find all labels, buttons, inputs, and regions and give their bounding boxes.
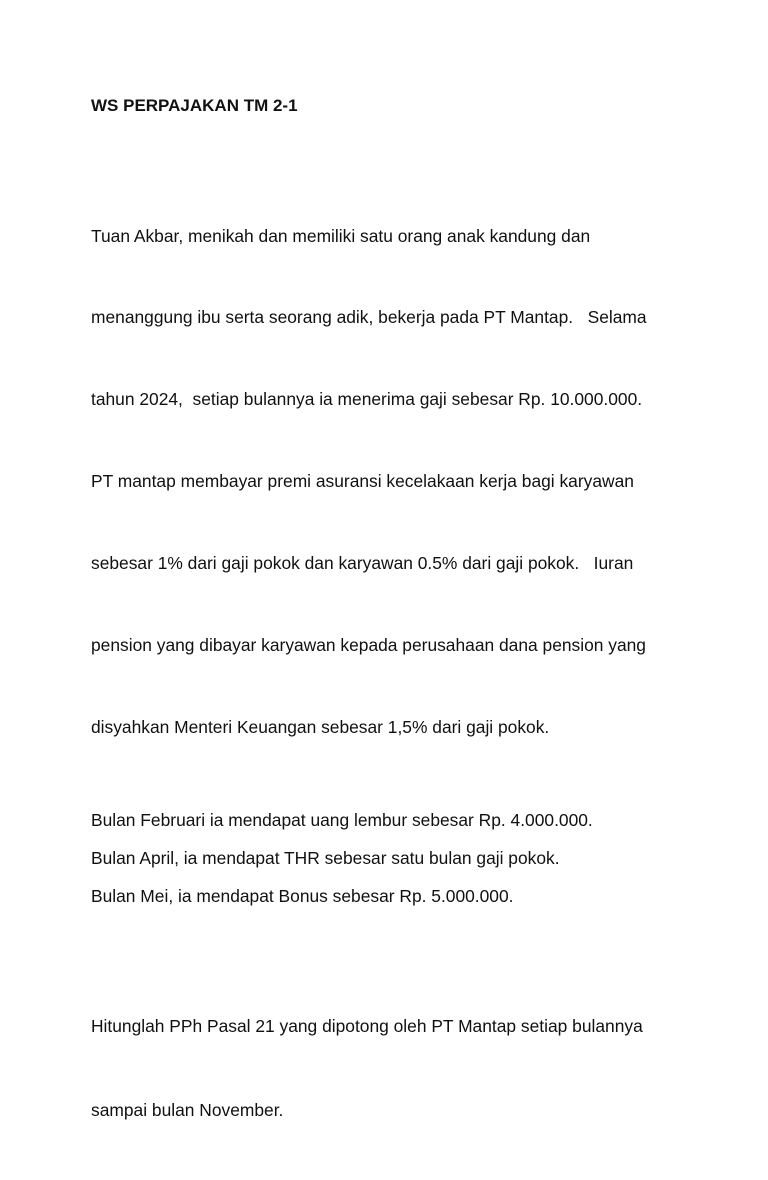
intro-line: menanggung ibu serta seorang adik, bekerja pada PT Mantap. Selama bbox=[91, 307, 647, 328]
document-title: WS PERPAJAKAN TM 2-1 bbox=[91, 96, 298, 115]
intro-line: sebesar 1% dari gaji pokok dan karyawan 0.5% dari gaji pokok. Iuran bbox=[91, 553, 634, 574]
intro-line: PT mantap membayar premi asuransi kecelakaan kerja bagi karyawan bbox=[91, 471, 634, 492]
may-paragraph: Bulan Mei, ia mendapat Bonus sebesar Rp. 5.000.000. bbox=[91, 885, 514, 906]
question-paragraph bbox=[91, 956, 691, 1180]
february-paragraph: Bulan Februari ia mendapat uang lembur sebesar Rp. 4.000.000. bbox=[91, 809, 593, 830]
question-line: sampai bulan November. bbox=[91, 1099, 284, 1120]
intro-line: Tuan Akbar, menikah dan memiliki satu orang anak kandung dan bbox=[91, 225, 591, 246]
question-line: Hitunglah PPh Pasal 21 yang dipotong oleh PT Mantap setiap bulannya bbox=[91, 1015, 643, 1036]
intro-line: disyahkan Menteri Keuangan sebesar 1,5% dari gaji pokok. bbox=[91, 716, 550, 737]
april-paragraph: Bulan April, ia mendapat THR sebesar satu bulan gaji pokok. bbox=[91, 847, 560, 868]
intro-line: pension yang dibayar karyawan kepada perusahaan dana pension yang bbox=[91, 635, 646, 656]
intro-paragraph bbox=[91, 168, 691, 796]
document-content bbox=[91, 94, 691, 1180]
intro-line: tahun 2024, setiap bulannya ia menerima gaji sebesar Rp. 10.000.000. bbox=[91, 389, 643, 410]
